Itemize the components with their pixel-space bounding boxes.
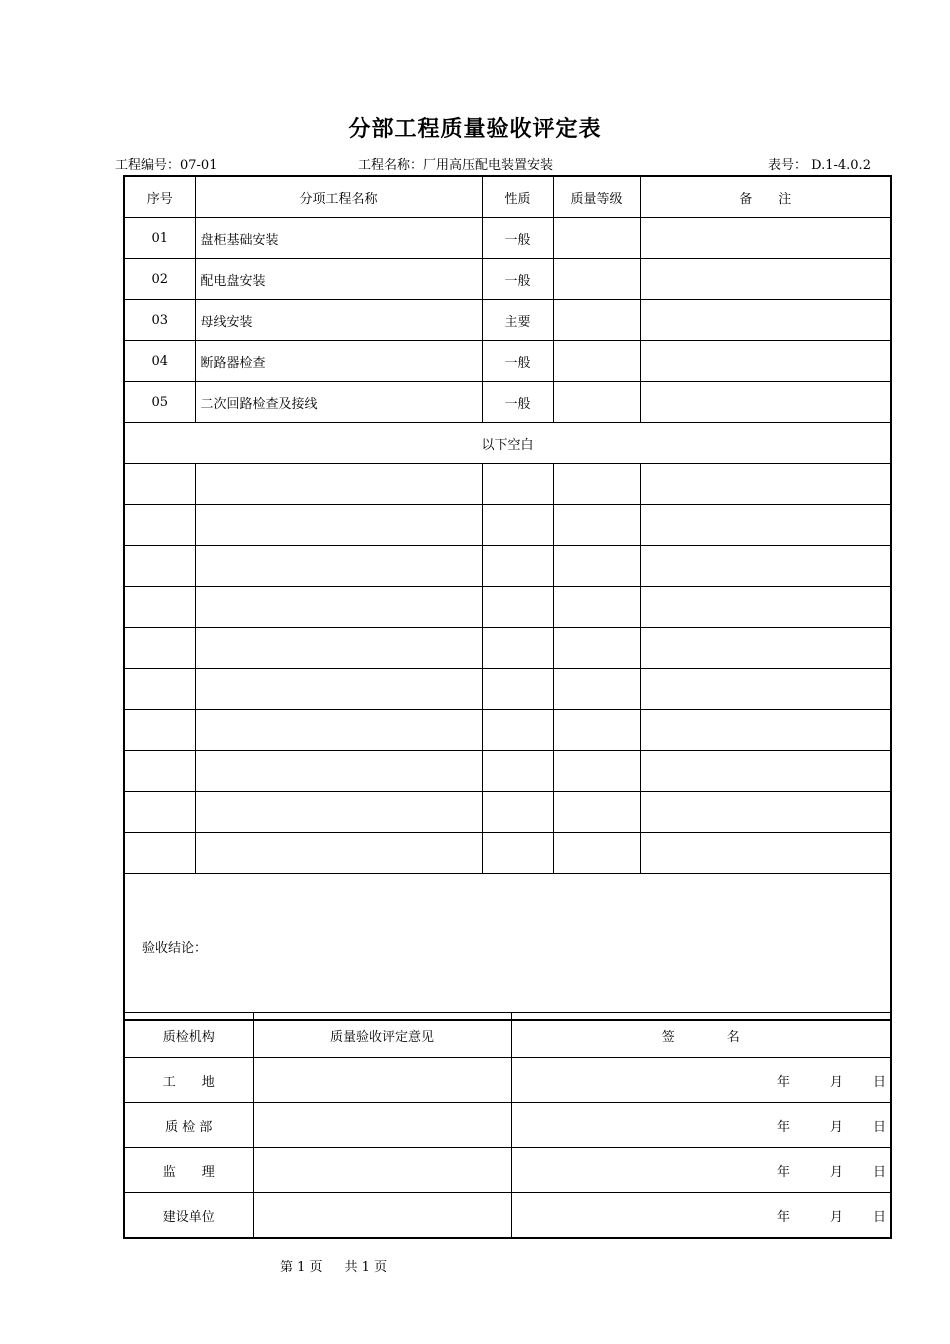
empty-row xyxy=(124,710,891,751)
empty-cell[interactable] xyxy=(640,546,891,587)
table-row xyxy=(124,218,891,259)
empty-cell[interactable] xyxy=(640,587,891,628)
empty-cell[interactable] xyxy=(482,505,553,546)
table-row xyxy=(124,259,891,300)
row-nature: 一般 xyxy=(482,259,553,300)
row-grade[interactable] xyxy=(553,382,640,423)
row-seq: 01 xyxy=(124,218,195,259)
row-nature: 一般 xyxy=(482,382,553,423)
empty-cell[interactable] xyxy=(124,546,195,587)
header-signature: 签 名 xyxy=(511,1013,891,1058)
signature-table xyxy=(123,1012,892,1239)
empty-cell[interactable] xyxy=(482,587,553,628)
header-opinion: 质量验收评定意见 xyxy=(253,1013,511,1058)
year-label: 年 xyxy=(776,1074,790,1090)
blank-note-row xyxy=(124,423,891,464)
conclusion-row xyxy=(124,874,891,1021)
empty-cell[interactable] xyxy=(195,505,482,546)
row-remark[interactable] xyxy=(640,300,891,341)
empty-cell[interactable] xyxy=(482,669,553,710)
empty-cell[interactable] xyxy=(482,833,553,874)
header-nature: 性质 xyxy=(482,176,553,218)
empty-cell[interactable] xyxy=(124,505,195,546)
row-grade[interactable] xyxy=(553,300,640,341)
empty-cell[interactable] xyxy=(640,751,891,792)
empty-row xyxy=(124,464,891,505)
empty-cell[interactable] xyxy=(553,792,640,833)
inspection-table xyxy=(123,175,892,1021)
empty-cell[interactable] xyxy=(124,669,195,710)
signature-row xyxy=(124,1193,891,1239)
header-seq: 序号 xyxy=(124,176,195,218)
empty-cell[interactable] xyxy=(195,669,482,710)
empty-cell[interactable] xyxy=(553,833,640,874)
empty-row xyxy=(124,792,891,833)
opinion-cell[interactable] xyxy=(253,1058,511,1103)
empty-row xyxy=(124,751,891,792)
year-label: 年 xyxy=(776,1119,790,1135)
signature-row xyxy=(124,1148,891,1193)
row-nature: 主要 xyxy=(482,300,553,341)
header-grade: 质量等级 xyxy=(553,176,640,218)
opinion-cell[interactable] xyxy=(253,1193,511,1239)
empty-cell[interactable] xyxy=(553,587,640,628)
empty-cell[interactable] xyxy=(553,546,640,587)
empty-cell[interactable] xyxy=(553,628,640,669)
signature-row xyxy=(124,1103,891,1148)
empty-row xyxy=(124,833,891,874)
header-org: 质检机构 xyxy=(124,1013,253,1058)
row-grade[interactable] xyxy=(553,341,640,382)
row-nature: 一般 xyxy=(482,218,553,259)
table-header-row xyxy=(124,176,891,218)
row-grade[interactable] xyxy=(553,259,640,300)
empty-row xyxy=(124,669,891,710)
empty-cell[interactable] xyxy=(195,792,482,833)
conclusion-label[interactable]: 验收结论： xyxy=(124,874,891,1021)
empty-cell[interactable] xyxy=(195,833,482,874)
date-cell[interactable] xyxy=(511,1148,891,1193)
empty-cell[interactable] xyxy=(553,464,640,505)
project-name: 工程名称：厂用高压配电装置安装 xyxy=(358,158,554,173)
empty-cell[interactable] xyxy=(195,751,482,792)
empty-row xyxy=(124,628,891,669)
row-seq: 02 xyxy=(124,259,195,300)
empty-cell[interactable] xyxy=(482,792,553,833)
blank-note: 以下空白 xyxy=(124,423,891,464)
day-label: 日 xyxy=(872,1209,886,1225)
org-label: 监 理 xyxy=(124,1148,253,1193)
empty-row xyxy=(124,546,891,587)
row-seq: 03 xyxy=(124,300,195,341)
row-name: 盘柜基础安装 xyxy=(195,218,482,259)
header-item-name: 分项工程名称 xyxy=(195,176,482,218)
empty-cell[interactable] xyxy=(124,464,195,505)
row-name: 二次回路检查及接线 xyxy=(195,382,482,423)
empty-cell[interactable] xyxy=(553,505,640,546)
empty-cell[interactable] xyxy=(640,669,891,710)
empty-cell[interactable] xyxy=(640,792,891,833)
row-name: 断路器检查 xyxy=(195,341,482,382)
row-grade[interactable] xyxy=(553,218,640,259)
row-name: 母线安装 xyxy=(195,300,482,341)
empty-cell[interactable] xyxy=(124,751,195,792)
row-name: 配电盘安装 xyxy=(195,259,482,300)
day-label: 日 xyxy=(872,1074,886,1090)
table-row xyxy=(124,300,891,341)
empty-cell[interactable] xyxy=(124,587,195,628)
date-cell[interactable] xyxy=(511,1193,891,1239)
header-remark: 备 注 xyxy=(640,176,891,218)
empty-cell[interactable] xyxy=(124,833,195,874)
page-footer xyxy=(280,1256,387,1275)
day-label: 日 xyxy=(872,1164,886,1180)
page-title: 分部工程质量验收评定表 xyxy=(348,117,602,142)
empty-cell[interactable] xyxy=(640,628,891,669)
empty-row xyxy=(124,505,891,546)
empty-cell[interactable] xyxy=(195,546,482,587)
date-cell[interactable] xyxy=(511,1103,891,1148)
year-label: 年 xyxy=(776,1209,790,1225)
table-row xyxy=(124,382,891,423)
empty-cell[interactable] xyxy=(124,792,195,833)
opinion-cell[interactable] xyxy=(253,1103,511,1148)
empty-cell[interactable] xyxy=(482,546,553,587)
empty-cell[interactable] xyxy=(195,628,482,669)
signature-header-row xyxy=(124,1013,891,1058)
day-label: 日 xyxy=(872,1119,886,1135)
empty-cell[interactable] xyxy=(195,464,482,505)
opinion-cell[interactable] xyxy=(253,1148,511,1193)
empty-cell[interactable] xyxy=(482,628,553,669)
signature-row xyxy=(124,1058,891,1103)
empty-cell[interactable] xyxy=(640,464,891,505)
empty-cell[interactable] xyxy=(640,710,891,751)
row-remark[interactable] xyxy=(640,218,891,259)
row-remark[interactable] xyxy=(640,382,891,423)
empty-cell[interactable] xyxy=(482,710,553,751)
empty-cell[interactable] xyxy=(482,751,553,792)
page-total: 共 1 页 xyxy=(344,1260,388,1275)
month-label: 月 xyxy=(829,1209,843,1225)
table-row xyxy=(124,341,891,382)
empty-cell[interactable] xyxy=(124,710,195,751)
date-cell[interactable] xyxy=(511,1058,891,1103)
row-seq: 05 xyxy=(124,382,195,423)
org-label: 建设单位 xyxy=(124,1193,253,1239)
org-label: 质 检 部 xyxy=(124,1103,253,1148)
empty-cell[interactable] xyxy=(553,710,640,751)
empty-cell[interactable] xyxy=(640,833,891,874)
month-label: 月 xyxy=(829,1074,843,1090)
form-number: 表号： D.1-4.0.2 xyxy=(768,158,871,173)
row-remark[interactable] xyxy=(640,259,891,300)
month-label: 月 xyxy=(829,1164,843,1180)
project-code: 工程编号：07-01 xyxy=(115,158,218,173)
empty-cell[interactable] xyxy=(195,710,482,751)
row-remark[interactable] xyxy=(640,341,891,382)
empty-cell[interactable] xyxy=(195,587,482,628)
row-nature: 一般 xyxy=(482,341,553,382)
month-label: 月 xyxy=(829,1119,843,1135)
empty-cell[interactable] xyxy=(553,669,640,710)
empty-cell[interactable] xyxy=(553,751,640,792)
empty-cell[interactable] xyxy=(482,464,553,505)
empty-row xyxy=(124,587,891,628)
year-label: 年 xyxy=(776,1164,790,1180)
empty-cell[interactable] xyxy=(124,628,195,669)
org-label: 工 地 xyxy=(124,1058,253,1103)
empty-cell[interactable] xyxy=(640,505,891,546)
row-seq: 04 xyxy=(124,341,195,382)
page-number: 第 1 页 xyxy=(280,1260,323,1275)
